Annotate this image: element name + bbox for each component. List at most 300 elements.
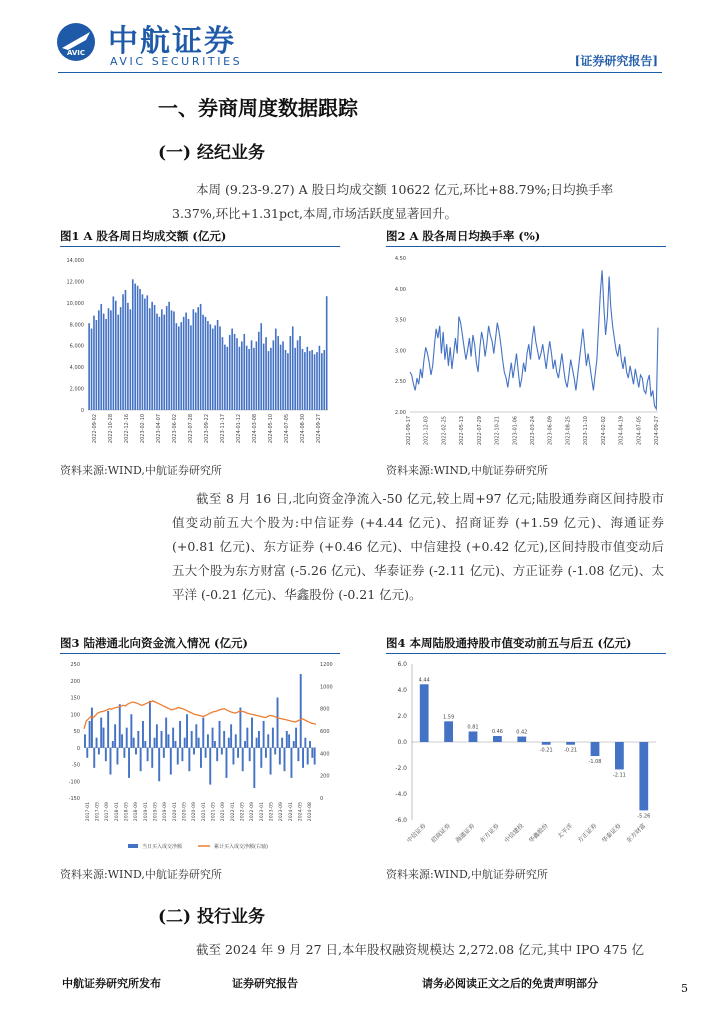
holding-change-bar [420,684,429,742]
daily-flow-bar [284,748,286,771]
bar [270,348,272,410]
daily-flow-bar [214,741,216,748]
bar [309,351,311,410]
holding-change-bar [639,742,648,810]
y-tick-label: 8,000 [69,322,84,329]
bar [260,323,262,410]
y-tick-label: 4.0 [397,687,407,694]
y-tick-label-left: -150 [68,796,80,802]
bar [151,302,153,410]
x-tick-label: 2023-03-24 [530,416,536,446]
daily-flow-bar [147,748,149,761]
bar [113,296,115,410]
x-tick-label: 2023-11-10 [583,416,590,446]
category-label: 东方证券 [478,822,501,845]
x-tick-label: 2019-09 [163,802,169,822]
daily-flow-bar [249,748,251,761]
x-tick-label: 2017-01 [85,802,91,822]
category-label: 太平洋 [556,822,575,841]
footer-disclaimer: 请务必阅读正文之后的免责声明部分 [422,977,598,990]
bar [163,315,165,410]
daily-flow-bar [86,748,88,758]
daily-flow-bar [84,734,86,747]
y-tick-label-left: -50 [71,762,80,769]
bar [139,289,141,410]
daily-flow-bar [307,748,309,765]
holding-change-bar [615,742,624,769]
bar [258,332,260,410]
holding-change-bar [469,731,478,742]
daily-flow-bar [123,748,125,758]
y-tick-label: -4.0 [395,791,407,798]
bar [130,309,132,410]
y-tick-label: 0.0 [397,739,407,746]
y-tick-label-left: 250 [70,662,80,668]
bar [96,320,98,410]
category-label: 华泰证券 [600,822,623,845]
chart-holding-change [384,656,666,861]
x-tick-label: 2023-05 [269,802,275,822]
bar [166,306,168,410]
bar [231,329,233,410]
daily-flow-bar [121,734,123,747]
x-tick-label: 2024-08-30 [300,414,306,444]
x-tick-label: 2020-01 [172,802,178,822]
x-tick-label: 2023-11-17 [220,414,226,444]
y-tick-label: 4,000 [69,365,84,372]
x-tick-label: 2024-03-08 [252,414,258,444]
daily-flow-bar [168,734,170,747]
figure-3-rule [60,653,340,654]
bar [285,350,287,410]
figure-1-rule [60,246,340,247]
x-tick-label: 2021-01 [201,802,207,822]
daily-flow-bar [170,748,172,775]
bar [98,310,100,410]
bar [115,301,117,410]
bar [180,322,182,410]
bar [132,279,134,410]
y-tick-label: 2.00 [394,410,406,416]
daily-flow-bar [219,721,221,748]
paragraph-1-line-2: 3.37%,环比+1.31pct,本周,市场活跃度显著回升。 [172,206,457,221]
daily-flow-bar [126,728,128,748]
bar [290,336,292,410]
daily-flow-bar [223,731,225,748]
daily-flow-bar [198,738,200,748]
holding-change-bar [444,721,453,742]
data-label: 0.42 [516,729,528,736]
paragraph-2: 截至 8 月 16 日,北向资金净流入-50 亿元,较上周+97 亿元;陆股通券商区间持股市值变动前五大个股为:中信证券 (+4.44 亿元)、招商证券 (+1.59 亿元)、海通证券 (+0.81 亿元)、东方证券 (+0.46 亿元)、中信建投 (+0.42 亿元),区间持股市值变动后五大个股为东方财富 (-5.26 亿元)、华泰证券 (-2.11 亿元)、方正证券 (-1.08 亿元)、太平洋 (-0.21 亿元)、华鑫股份 (-0.21 亿元)。 [172,491,664,602]
daily-flow-bar [165,718,167,748]
bar [236,338,238,410]
x-tick-label: 2019-05 [153,802,159,822]
chart-northbound-flow [58,656,344,856]
x-tick-label: 2023-06-09 [547,416,554,446]
footer-publisher: 中航证券研究所发布 [62,977,161,990]
daily-flow-bar [288,734,290,747]
daily-flow-bar [256,738,258,748]
daily-flow-bar [302,748,304,768]
daily-flow-bar [200,748,202,768]
report-tag: [证券研究报告] [574,54,658,68]
x-tick-label: 2023-06-02 [172,414,178,444]
x-tick-label: 2023-01 [259,802,265,822]
y-tick-label: 2,000 [69,386,84,393]
x-tick-label: 2023-09-22 [204,414,210,444]
bar [173,311,175,410]
y-tick-label: -6.0 [395,817,407,824]
company-logo [56,22,96,62]
paragraph-3: 截至 2024 年 9 月 27 日,本年股权融资规模达 2,272.08 亿元,其中 IPO 475 亿 [196,942,644,957]
company-name-cn: 中航证券 [108,24,236,59]
bar [110,310,112,410]
daily-flow-bar [221,748,223,755]
daily-flow-bar [149,701,151,748]
bar [275,329,277,410]
daily-flow-bar [290,748,292,778]
daily-flow-bar [100,718,102,748]
data-label: 0.46 [491,729,503,736]
bar [200,304,202,410]
category-label: 方正证券 [576,822,599,845]
bar [127,303,129,410]
bar [197,307,199,410]
bar [314,354,316,410]
bar [108,308,110,410]
x-tick-label: 2021-12-03 [423,416,430,446]
daily-flow-bar [244,741,246,748]
y-tick-label: 12,000 [66,279,84,286]
daily-flow-bar [193,748,195,755]
y-tick-label: 10,000 [66,300,84,307]
bar [222,337,224,410]
x-tick-label: 2024-05 [298,802,304,822]
daily-flow-bar [133,738,135,748]
daily-flow-bar [103,728,105,748]
daily-flow-bar [314,748,316,765]
figure-2-source: 资料来源:WIND,中航证券研究所 [386,464,548,477]
legend-label-cumulative: 累计买入成交净额(右轴) [214,844,268,850]
y-tick-label: 0 [80,408,84,414]
daily-flow-bar [161,731,163,748]
x-tick-label: 2018-01 [114,802,120,822]
y-tick-label-left: -100 [68,779,80,786]
figure-2-title: 图2 A 股各周日均换手率 (%) [386,229,541,243]
daily-flow-bar [246,728,248,748]
chart-daily-turnover [58,250,338,455]
daily-flow-bar [93,748,95,768]
daily-flow-bar [156,724,158,747]
figure-3-source: 资料来源:WIND,中航证券研究所 [60,868,222,881]
daily-flow-bar [258,731,260,748]
daily-flow-bar [174,741,176,748]
x-tick-label: 2022-09 [250,802,256,822]
bar [125,290,127,410]
daily-flow-bar [89,721,91,748]
bar [280,345,282,410]
daily-flow-bar [216,748,218,761]
figure-1-title: 图1 A 股各周日均成交额 (亿元) [60,229,227,243]
daily-flow-bar [279,748,281,765]
x-tick-label: 2024-01-12 [236,414,242,444]
bar [217,320,219,410]
daily-flow-bar [188,748,190,771]
y-tick-label-right: 200 [320,773,330,780]
bar [226,347,228,410]
x-tick-label: 2024-08 [308,802,314,822]
daily-flow-bar [272,728,274,748]
x-tick-label: 2023-04-07 [156,414,162,444]
x-tick-label: 2020-09 [192,802,198,822]
daily-flow-bar [181,748,183,761]
daily-flow-bar [137,731,139,748]
daily-flow-bar [205,748,207,758]
turnover-rate-line [410,270,658,409]
bar [212,329,214,410]
y-tick-label: 3.00 [394,348,406,355]
bar [205,317,207,410]
x-tick-label: 2024-02-02 [600,416,607,446]
bar [178,326,180,410]
daily-flow-bar [228,738,230,748]
bar [224,345,226,410]
daily-flow-bar [260,748,262,768]
x-tick-label: 2017-05 [95,802,101,822]
daily-flow-bar [186,714,188,748]
x-tick-label: 2023-01-06 [512,416,519,446]
data-label: 1.59 [443,714,455,721]
bar [297,340,299,410]
data-label: 0.81 [467,724,479,731]
y-tick-label-left: 0 [76,745,80,752]
bar [263,344,265,410]
daily-flow-bar [300,674,302,748]
y-tick-label: 2.0 [397,713,407,720]
bar [319,346,321,410]
x-tick-label: 2019-01 [143,802,149,822]
x-tick-label: 2022-05-13 [459,416,466,446]
daily-flow-bar [297,748,299,761]
bar [243,334,245,410]
bar [117,315,119,410]
daily-flow-bar [112,741,114,748]
bar [146,295,148,410]
x-tick-label: 2024-05-10 [268,414,274,444]
bar [311,350,313,410]
bar [154,305,156,410]
bar [91,329,93,410]
daily-flow-bar [105,748,107,761]
daily-flow-bar [195,724,197,747]
bar [93,316,95,410]
holding-change-bar [591,742,600,756]
figure-4-title: 图4 本周陆股通持股市值变动前五与后五 (亿元) [386,636,632,650]
daily-flow-bar [265,748,267,758]
y-tick-label-left: 200 [70,678,80,685]
bar [207,321,209,410]
bar [292,326,294,410]
daily-flow-bar [311,748,313,758]
y-tick-label-left: 150 [70,695,80,702]
page-number: 5 [681,982,688,995]
bar [185,313,187,411]
bar [88,323,90,410]
daily-flow-bar [226,748,228,778]
x-tick-label: 2021-09-17 [406,416,412,446]
company-name-en: AVIC SECURITIES [110,55,243,68]
bar [326,296,328,410]
daily-flow-bar [207,734,209,747]
x-tick-label: 2024-04-19 [618,416,625,446]
y-tick-label-right: 800 [320,706,330,713]
daily-flow-bar [128,748,130,778]
bar [268,351,270,410]
daily-flow-bar [209,748,211,785]
legend-label-daily: 当日买入成交净额 [142,844,183,850]
daily-flow-bar [251,718,253,748]
header-divider [58,72,662,73]
x-tick-label: 2024-09-27 [654,416,660,446]
daily-flow-bar [295,728,297,748]
bar [234,334,236,410]
daily-flow-bar [232,748,234,765]
daily-flow-bar [212,728,214,748]
daily-flow-bar [304,738,306,748]
category-label: 招商证券 [430,822,453,845]
bar [159,317,161,410]
data-label: -0.21 [539,747,553,754]
bar [273,340,275,410]
data-label: -5.26 [637,813,651,820]
bar [149,308,151,410]
bar [239,347,241,410]
daily-flow-bar [98,748,100,755]
daily-flow-bar [277,698,279,748]
bar [251,340,253,410]
category-label: 中信证券 [405,822,428,845]
category-label: 中信建投 [503,822,526,845]
bar [103,314,105,410]
paragraph-1-line-1: 本周 (9.23-9.27) A 股日均成交额 10622 亿元,环比+88.79%;日均换手率 [196,182,614,197]
daily-flow-bar [230,724,232,747]
bar [265,337,267,410]
y-tick-label-left: 100 [70,712,80,719]
bar [144,299,146,410]
daily-flow-bar [110,748,112,775]
category-label: 东方财富 [625,822,648,845]
bar [168,302,170,410]
bar [122,294,124,410]
figure-1-source: 资料来源:WIND,中航证券研究所 [60,464,222,477]
bar [161,309,163,410]
daily-flow-bar [239,708,241,748]
daily-flow-bar [163,748,165,758]
bar [120,307,122,410]
daily-flow-bar [237,748,239,758]
daily-flow-bar [202,718,204,748]
x-tick-label: 2024-01 [288,802,294,822]
bar [248,349,250,410]
daily-flow-bar [142,721,144,748]
y-tick-label-left: 50 [73,729,80,735]
y-tick-label: 2.50 [394,379,406,386]
bar [156,314,158,410]
logo-text: AVIC [66,49,86,57]
x-tick-label: 2021-09 [221,802,227,822]
x-tick-label: 2022-12-16 [124,414,130,444]
bar [253,348,255,410]
bar [188,319,190,410]
bar [137,286,139,410]
x-tick-label: 2022-07-29 [476,416,483,446]
bar [219,326,221,410]
daily-flow-bar [184,738,186,748]
x-tick-label: 2023-07-28 [188,414,194,444]
daily-flow-bar [270,748,272,775]
bar [190,325,192,410]
figure-4-rule [386,653,666,654]
daily-flow-bar [191,731,193,748]
daily-flow-bar [114,724,116,747]
daily-flow-bar [135,748,137,755]
bar [246,346,248,410]
daily-flow-bar [286,731,288,748]
daily-flow-bar [281,738,283,748]
bar [287,353,289,410]
x-tick-label: 2018-05 [124,802,130,822]
x-tick-label: 2024-09-27 [316,414,322,444]
daily-flow-bar [177,748,179,765]
bar [294,348,296,410]
bar [193,309,195,410]
daily-flow-bar [253,748,255,788]
bar [282,341,284,410]
bar [176,323,178,410]
x-tick-label: 2023-08-25 [565,416,572,446]
data-label: 4.44 [418,677,430,684]
daily-flow-bar [107,711,109,748]
daily-flow-bar [267,734,269,747]
bar [306,347,308,410]
bar [299,336,301,410]
x-tick-label: 2022-10-28 [108,414,114,444]
x-tick-label: 2021-05 [211,802,217,822]
holding-change-bar [542,742,551,745]
daily-flow-bar [116,748,118,765]
x-tick-label: 2020-05 [182,802,188,822]
x-tick-label: 2022-09-02 [92,414,98,444]
bar [241,341,243,410]
daily-flow-bar [293,741,295,748]
x-tick-label: 2024-07-05 [284,414,290,444]
legend-swatch-bar [128,844,138,848]
chart-turnover-rate [384,250,666,455]
bar [105,319,107,410]
x-tick-label: 2024-07-05 [636,416,643,446]
x-tick-label: 2023-02-10 [140,414,146,444]
figure-2-rule [386,246,666,247]
daily-flow-bar [151,748,153,768]
bar [183,317,185,410]
y-tick-label: 3.50 [394,317,406,324]
holding-change-bar [493,736,502,742]
x-tick-label: 2018-09 [134,802,140,822]
data-label: -1.08 [588,759,602,766]
y-tick-label: 6,000 [69,343,84,350]
daily-flow-bar [263,721,265,748]
y-tick-label: 4.00 [394,286,406,293]
